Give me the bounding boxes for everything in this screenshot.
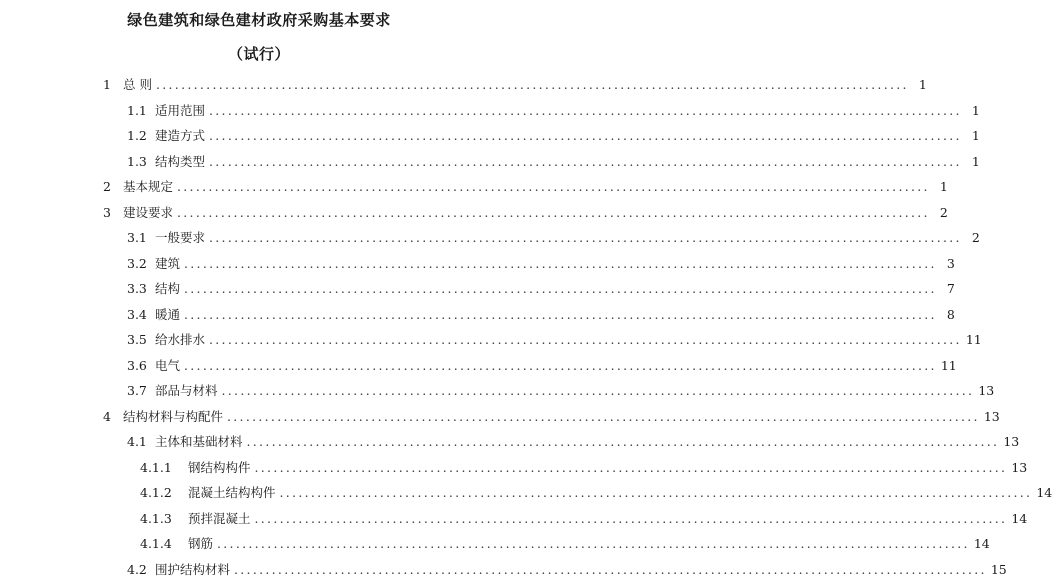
toc-entry-page: 3: [946, 255, 955, 271]
toc-dot-leader: ........................................................................................................................: [234, 561, 987, 577]
toc-entry-number: 3.2: [127, 255, 147, 271]
toc-entry[interactable]: [127, 561, 1007, 578]
toc-entry-page: 13: [978, 383, 995, 398]
toc-entry[interactable]: [127, 281, 955, 297]
toc-entry[interactable]: [127, 102, 980, 119]
toc-entry-label: 建造方式: [155, 128, 206, 143]
toc-dot-leader: ........................................................................................................................: [246, 434, 1000, 449]
toc-dot-leader: ........................................................................................................................: [221, 383, 975, 398]
toc-entry-number: 3.3: [127, 281, 147, 296]
toc-entry-number: 1: [103, 77, 111, 92]
toc-entry-number: 4: [103, 408, 111, 424]
toc-entry-number: 4.1: [127, 434, 147, 449]
toc-entry-label: 给水排水: [155, 332, 206, 347]
toc-dot-leader: ........................................................................................................................: [177, 179, 930, 194]
toc-dot-leader: ........................................................................................................................: [184, 357, 937, 373]
toc-entry-label: 基本规定: [123, 179, 174, 194]
toc-entry-number: 3.4: [127, 306, 147, 322]
document-subtitle: （试行）: [227, 45, 290, 63]
toc-entry-page: 1: [939, 179, 948, 194]
toc-entry-page: 13: [1011, 459, 1028, 475]
toc-entry-label: 建设要求: [123, 204, 174, 220]
toc-entry-label: 总 则: [123, 77, 152, 92]
toc-entry-number: 1.2: [127, 128, 147, 143]
toc-entry[interactable]: [103, 204, 948, 221]
toc-entry[interactable]: [127, 153, 980, 170]
toc-entry-label: 围护结构材料: [155, 561, 231, 577]
toc-dot-leader: ........................................................................................................................: [227, 408, 980, 424]
toc-entry-number: 3.5: [127, 332, 147, 347]
toc-entry-label: 建筑: [155, 255, 181, 271]
toc-entry-page: 15: [990, 561, 1007, 577]
toc-entry[interactable]: [127, 434, 1020, 450]
toc-entry[interactable]: [127, 128, 980, 144]
toc-entry-page: 11: [965, 332, 982, 347]
toc-entry-number: 4.1.4: [140, 536, 172, 551]
toc-entry-label: 结构类型: [155, 153, 206, 169]
toc-entry-number: 3.7: [127, 383, 147, 398]
toc-dot-leader: ........................................................................................................................: [209, 153, 962, 169]
toc-entry-page: 14: [1011, 510, 1028, 526]
toc-dot-leader: ........................................................................................................................: [209, 128, 962, 143]
toc-dot-leader: ........................................................................................................................: [279, 485, 1033, 500]
toc-entry[interactable]: [140, 485, 1052, 501]
toc-entry-number: 1.3: [127, 153, 147, 169]
toc-entry-label: 结构材料与构配件: [123, 408, 224, 424]
toc-entry[interactable]: [103, 77, 927, 93]
toc-entry[interactable]: [103, 408, 1000, 425]
toc-entry-number: 2: [103, 179, 111, 194]
toc-dot-leader: ........................................................................................................................: [209, 102, 962, 118]
toc-dot-leader: ........................................................................................................................: [177, 204, 930, 220]
toc-entry-number: 1.1: [127, 102, 147, 118]
toc-entry-label: 电气: [155, 357, 181, 373]
toc-entry-page: 13: [983, 408, 1000, 424]
toc-entry-page: 7: [946, 281, 955, 296]
toc-entry-number: 3.6: [127, 357, 147, 373]
toc-entry-number: 4.1.2: [140, 485, 172, 500]
toc-entry-label: 钢结构构件: [188, 459, 251, 475]
toc-entry-number: 4.2: [127, 561, 147, 577]
toc-entry-page: 1: [971, 128, 980, 143]
toc-entry-label: 混凝土结构构件: [188, 485, 276, 500]
toc-dot-leader: ........................................................................................................................: [184, 306, 937, 322]
toc-dot-leader: ........................................................................................................................: [184, 281, 937, 296]
toc-entry-page: 2: [939, 204, 948, 220]
toc-dot-leader: ........................................................................................................................: [254, 510, 1008, 526]
toc-entry-label: 适用范围: [155, 102, 206, 118]
toc-entry-page: 1: [971, 102, 980, 118]
toc-entry-page: 1: [918, 77, 927, 92]
toc-entry[interactable]: [127, 383, 995, 399]
toc-entry[interactable]: [127, 306, 955, 323]
toc-dot-leader: ........................................................................................................................: [184, 255, 937, 271]
toc-entry[interactable]: [127, 230, 980, 246]
toc-entry-label: 钢筋: [188, 536, 214, 551]
toc-entry-page: 2: [971, 230, 980, 245]
toc-entry-label: 暖通: [155, 306, 181, 322]
toc-entry-number: 4.1.1: [140, 459, 172, 475]
toc-entry[interactable]: [140, 536, 990, 552]
toc-dot-leader: ........................................................................................................................: [209, 332, 962, 347]
toc-entry-number: 4.1.3: [140, 510, 172, 526]
toc-entry-label: 主体和基础材料: [155, 434, 243, 449]
toc-entry-label: 部品与材料: [155, 383, 218, 398]
toc-entry-number: 3.1: [127, 230, 147, 245]
toc-dot-leader: ........................................................................................................................: [155, 77, 909, 92]
toc-entry-page: 14: [1036, 485, 1052, 500]
toc-entry[interactable]: [103, 179, 948, 195]
toc-entry[interactable]: [127, 332, 982, 348]
toc-entry[interactable]: [127, 255, 955, 272]
document-title: 绿色建筑和绿色建材政府采购基本要求: [127, 11, 391, 29]
toc-dot-leader: ........................................................................................................................: [217, 536, 970, 551]
toc-entry-label: 预拌混凝土: [188, 510, 251, 526]
toc-entry-page: 1: [971, 153, 980, 169]
toc-entry-label: 一般要求: [155, 230, 206, 245]
toc-entry[interactable]: [127, 357, 957, 374]
toc-entry-page: 11: [940, 357, 957, 373]
toc-entry[interactable]: [140, 459, 1028, 476]
toc-entry-page: 13: [1003, 434, 1020, 449]
toc-dot-leader: ........................................................................................................................: [254, 459, 1008, 475]
toc-entry[interactable]: [140, 510, 1028, 527]
toc-entry-page: 8: [946, 306, 955, 322]
toc-entry-page: 14: [973, 536, 990, 551]
toc-entry-number: 3: [103, 204, 111, 220]
toc-entry-label: 结构: [155, 281, 181, 296]
toc-dot-leader: ........................................................................................................................: [209, 230, 962, 245]
